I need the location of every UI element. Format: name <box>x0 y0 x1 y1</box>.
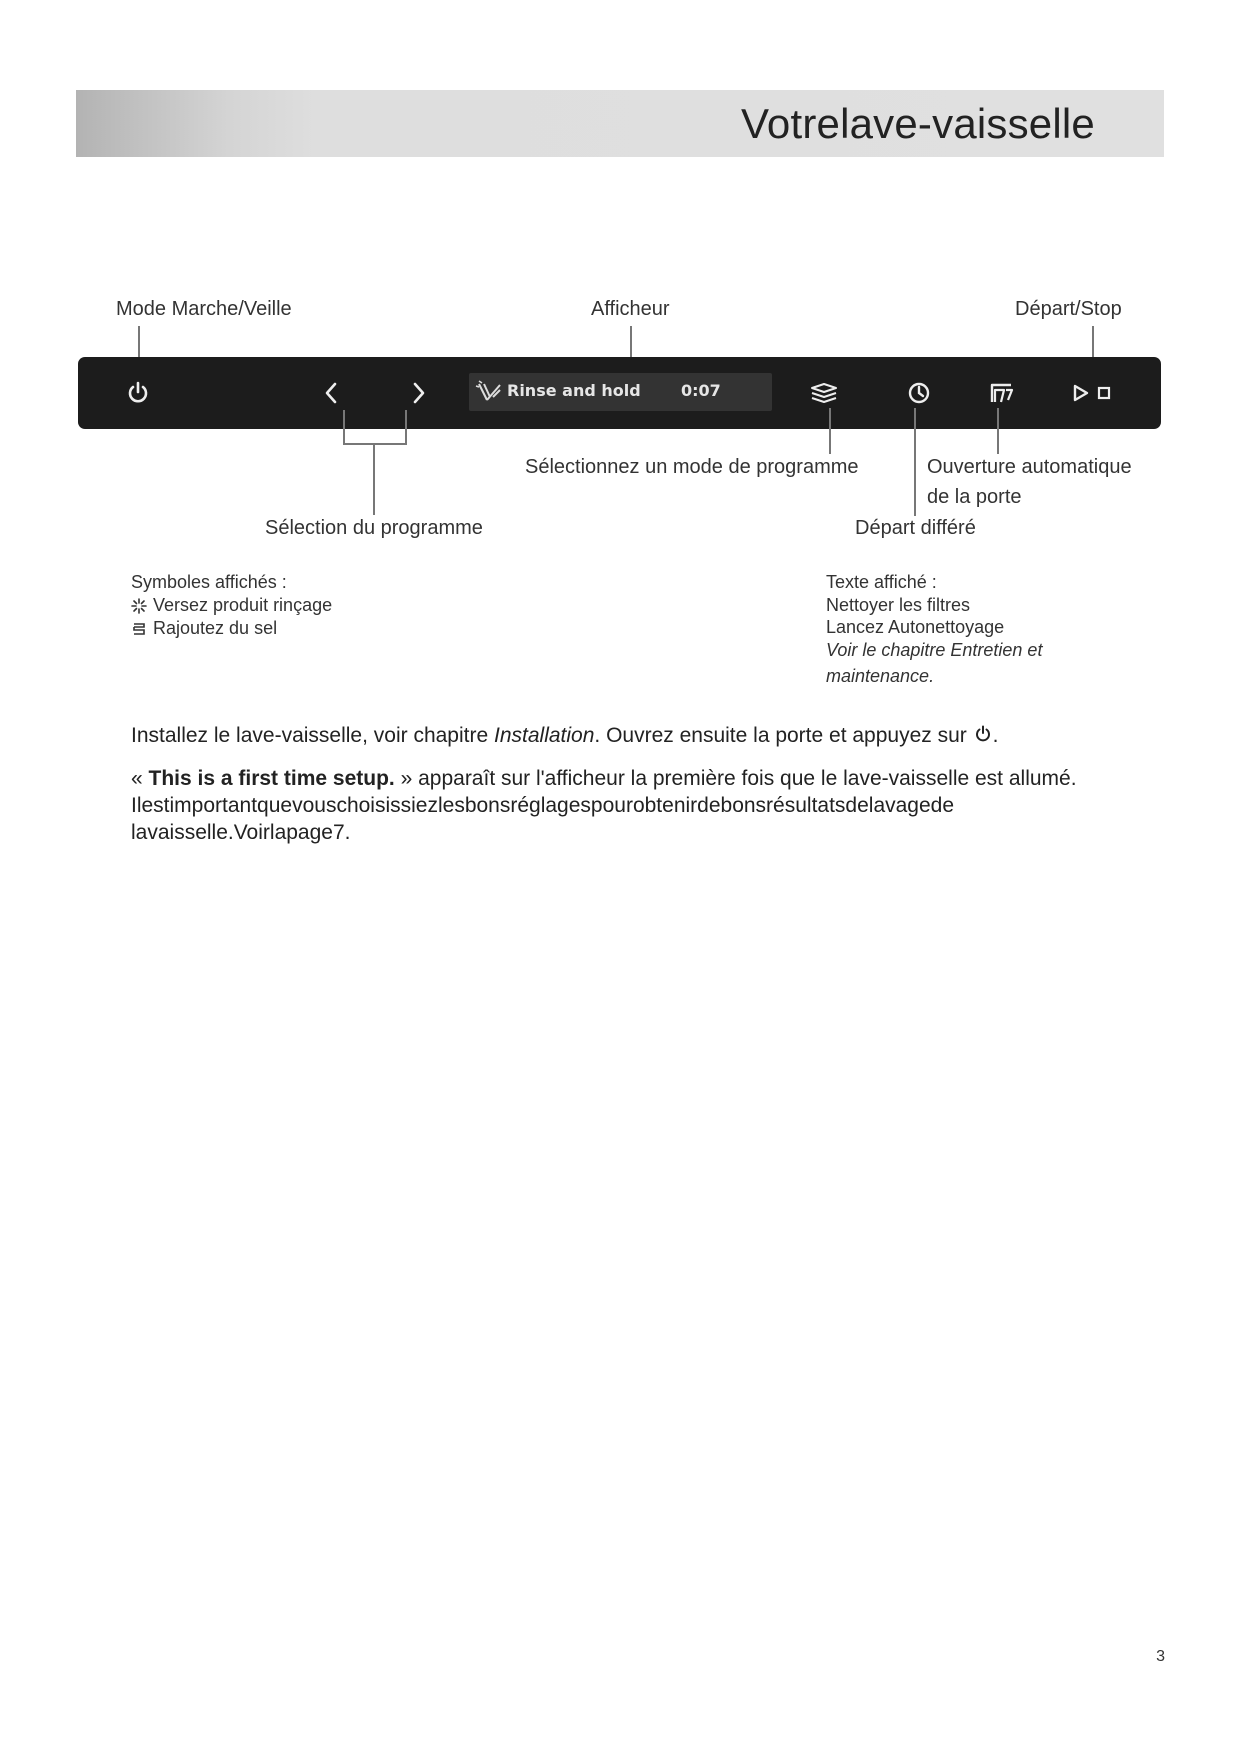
leader-line-program-selection <box>373 443 375 515</box>
chevron-left-icon[interactable] <box>316 378 346 408</box>
body-p2-open-quote: « <box>131 767 149 790</box>
text-note-item2: Lancez Autonettoyage <box>826 617 1005 637</box>
program-mode-icon[interactable] <box>809 378 839 408</box>
door-open-icon[interactable] <box>986 378 1016 408</box>
callout-program-selection: Sélection du programme <box>265 517 483 539</box>
leader-line-program-mode <box>829 408 831 454</box>
callout-auto-open-line2: de la porte <box>927 486 1022 508</box>
text-note-title: Texte affiché : <box>826 572 937 592</box>
body-p2-line2: Ilestimportantquevouschoisissiezlesbonsréglagespourobtenirdebonsrésultatsdelavagede <box>131 794 955 817</box>
page-number: 3 <box>1156 1648 1165 1665</box>
body-p1-text: Installez le lave-vaisselle, voir chapitre <box>131 724 494 747</box>
callout-start-stop: Départ/Stop <box>1015 298 1122 320</box>
body-p1-end: . <box>992 724 999 747</box>
salt-icon <box>131 621 147 637</box>
chevron-right-icon[interactable] <box>404 378 434 408</box>
display-program-text: Rinse and hold <box>507 381 641 400</box>
leader-line-auto-open <box>997 408 999 454</box>
display-time: 0:07 <box>681 381 721 400</box>
display-screen <box>469 373 772 411</box>
symbols-note-item2: Rajoutez du sel <box>153 618 278 638</box>
text-note-item3: Voir le chapitre Entretien et <box>826 639 1043 660</box>
clock-icon[interactable] <box>904 378 934 408</box>
callout-program-mode: Sélectionnez un mode de programme <box>525 456 859 478</box>
body-paragraph-2 <box>131 765 1077 846</box>
symbols-note-item-salt <box>131 617 332 640</box>
symbols-note-item1: Versez produit rinçage <box>153 595 333 615</box>
text-note-item1: Nettoyer les filtres <box>826 594 971 615</box>
bracket-right-leg <box>405 410 407 445</box>
power-icon-inline <box>973 724 993 744</box>
leader-line-delayed-start <box>914 408 916 516</box>
power-icon[interactable] <box>123 378 153 408</box>
body-p2-line3: lavaisselle.Voirlapage7. <box>131 821 351 844</box>
text-note <box>826 571 1042 688</box>
rinse-aid-icon <box>131 598 147 614</box>
play-icon[interactable] <box>1070 378 1092 408</box>
symbols-note <box>131 571 332 640</box>
text-note-item4: maintenance. <box>826 666 935 686</box>
bracket-left-leg <box>343 410 345 445</box>
body-p1-link-installation: Installation <box>494 724 595 747</box>
symbols-note-title: Symboles affichés : <box>131 572 287 592</box>
body-p1-text-after: . Ouvrez ensuite la porte et appuyez sur <box>594 724 973 747</box>
callout-delayed-start: Départ différé <box>855 517 976 539</box>
bracket-bar <box>343 443 407 445</box>
symbols-note-item-rinse <box>131 594 332 617</box>
body-p2-bold: This is a first time setup. <box>148 767 395 790</box>
callout-display: Afficheur <box>591 298 670 320</box>
body-paragraph-1 <box>131 722 998 749</box>
body-p2-rest: » apparaît sur l'afficheur la première fois que le lave-vaisselle est allumé. <box>394 767 1077 790</box>
page-title: Votrelave-vaisselle <box>741 100 1095 147</box>
stop-icon[interactable] <box>1094 378 1116 408</box>
rinse-icon <box>473 377 503 407</box>
callout-auto-open-line1: Ouverture automatique <box>927 456 1132 478</box>
callout-power-mode: Mode Marche/Veille <box>116 298 292 320</box>
